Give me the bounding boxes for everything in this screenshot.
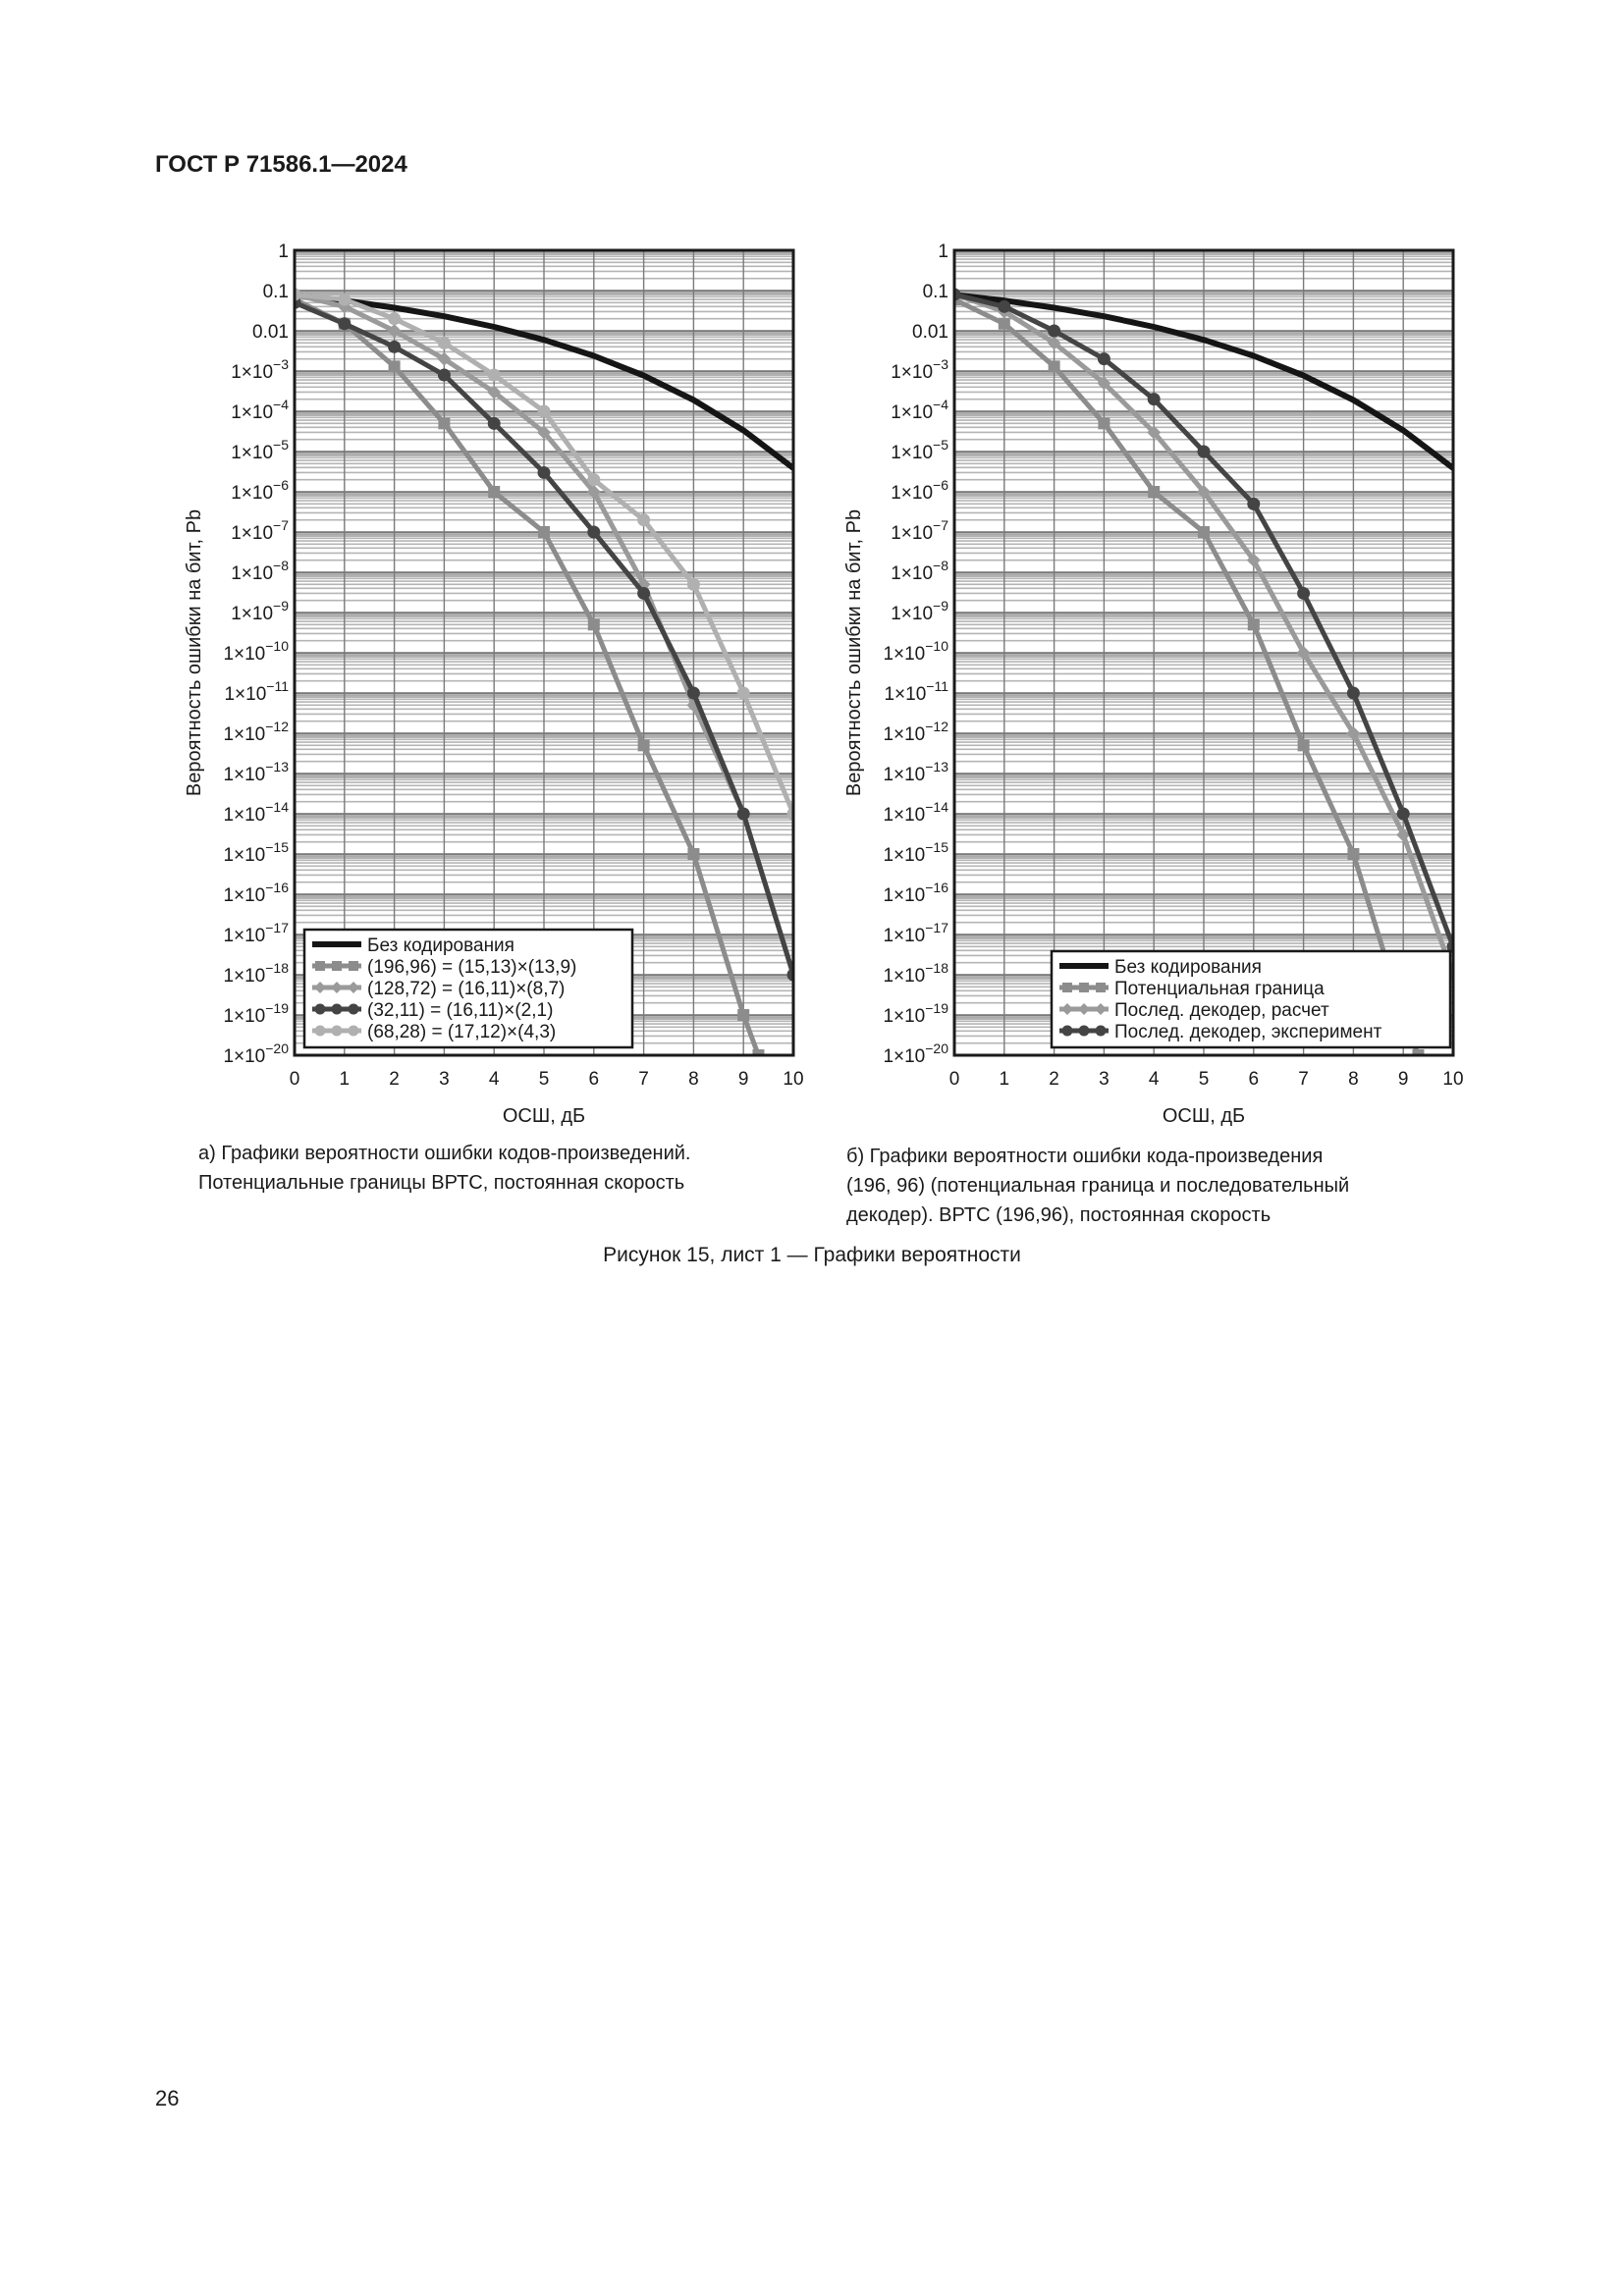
data-point-circle <box>587 473 600 486</box>
y-tick-base: 0.01 <box>252 322 289 343</box>
y-tick-base: 1×10 <box>231 563 274 584</box>
legend-swatch-square <box>332 961 342 971</box>
y-tick-label <box>891 397 948 423</box>
data-point-circle <box>488 368 501 381</box>
y-tick-base: 1 <box>278 241 289 262</box>
y-tick-label <box>883 719 948 745</box>
y-tick-label <box>223 839 289 866</box>
y-tick-exponent: −14 <box>265 799 289 815</box>
y-tick-exponent: −4 <box>273 397 289 412</box>
y-tick-label <box>891 598 948 624</box>
y-tick-exponent: −12 <box>925 719 948 734</box>
y-tick-base: 0.1 <box>922 282 948 302</box>
data-point-circle <box>587 526 600 539</box>
y-tick-base: 1×10 <box>883 885 926 906</box>
data-point-circle <box>637 513 650 526</box>
y-tick-exponent: −15 <box>925 839 948 855</box>
y-tick-label <box>223 719 289 745</box>
chart-a <box>177 236 864 1139</box>
legend-label: Без кодирования <box>367 935 514 956</box>
y-tick-label <box>883 799 948 826</box>
caption-b-line: декодер). ВРТС (196,96), постоянная скорость <box>846 1204 1272 1226</box>
y-tick-label <box>223 638 289 665</box>
data-point-circle <box>637 587 650 600</box>
caption-a <box>198 1139 690 1198</box>
legend-swatch-square <box>1096 983 1106 992</box>
x-tick-label: 1 <box>999 1069 1010 1090</box>
y-tick-base: 1×10 <box>231 604 274 624</box>
y-tick-label <box>231 437 289 463</box>
x-tick-label: 2 <box>1049 1069 1059 1090</box>
y-tick-base: 1×10 <box>883 845 926 866</box>
legend-label: (32,11) = (16,11)×(2,1) <box>367 1000 554 1021</box>
data-point-circle <box>1397 808 1410 821</box>
data-point-circle <box>338 317 351 330</box>
x-tick-label: 5 <box>538 1069 550 1090</box>
y-tick-base: 1×10 <box>223 724 266 745</box>
data-point-circle <box>438 337 451 349</box>
y-tick-base: 1×10 <box>223 966 266 987</box>
data-point-circle <box>687 578 700 591</box>
y-tick-base: 1 <box>938 241 948 262</box>
y-tick-base: 1×10 <box>231 362 274 383</box>
y-tick-label <box>883 960 948 987</box>
y-tick-label <box>891 437 948 463</box>
legend-swatch-circle <box>349 1026 359 1037</box>
y-tick-label <box>223 960 289 987</box>
data-point-square <box>737 1009 749 1021</box>
y-tick-exponent: −17 <box>925 920 948 935</box>
y-tick-base: 1×10 <box>891 402 934 423</box>
data-point-square <box>389 360 401 372</box>
y-tick-base: 1×10 <box>231 483 274 504</box>
y-tick-label <box>231 598 289 624</box>
y-tick-label <box>883 1041 948 1067</box>
y-tick-exponent: −20 <box>925 1041 948 1056</box>
y-tick-label <box>223 759 289 785</box>
y-tick-exponent: −9 <box>933 598 948 614</box>
y-tick-label <box>263 282 289 302</box>
y-tick-base: 1×10 <box>231 523 274 544</box>
y-tick-base: 1×10 <box>883 805 926 826</box>
y-tick-label <box>891 356 948 383</box>
y-tick-exponent: −7 <box>933 517 948 533</box>
y-tick-exponent: −11 <box>266 678 289 694</box>
x-axis-label: ОСШ, дБ <box>502 1105 586 1127</box>
y-axis <box>883 241 948 1067</box>
x-axis <box>290 1069 804 1090</box>
y-tick-exponent: −8 <box>933 558 948 573</box>
y-tick-base: 0.01 <box>912 322 948 343</box>
data-point-circle <box>388 341 401 353</box>
data-point-circle <box>998 300 1010 313</box>
y-tick-base: 1×10 <box>231 402 274 423</box>
y-tick-label <box>231 477 289 504</box>
data-point-circle <box>438 368 451 381</box>
data-point-circle <box>1098 352 1110 365</box>
y-axis <box>223 241 289 1067</box>
x-tick-label: 6 <box>1248 1069 1260 1090</box>
y-tick-exponent: −3 <box>273 356 289 372</box>
y-tick-exponent: −19 <box>925 1000 948 1016</box>
data-point-square <box>1049 360 1060 372</box>
y-tick-base: 1×10 <box>231 443 274 463</box>
y-tick-label <box>278 241 289 262</box>
x-tick-label: 7 <box>638 1069 649 1090</box>
y-tick-base: 1×10 <box>223 644 266 665</box>
x-tick-label: 7 <box>1298 1069 1309 1090</box>
data-point-circle <box>1198 446 1211 458</box>
y-tick-exponent: −16 <box>925 880 948 895</box>
x-tick-label: 0 <box>948 1069 960 1090</box>
y-tick-exponent: −14 <box>925 799 948 815</box>
y-tick-label <box>223 799 289 826</box>
y-tick-label <box>883 839 948 866</box>
y-tick-base: 1×10 <box>223 885 266 906</box>
legend-swatch-circle <box>1062 1026 1073 1037</box>
y-tick-base: 1×10 <box>223 1046 266 1067</box>
legend-label: (196,96) = (15,13)×(13,9) <box>367 957 577 978</box>
y-tick-base: 1×10 <box>883 765 926 785</box>
document-header: ГОСТ Р 71586.1—2024 <box>155 151 407 178</box>
y-tick-label <box>938 241 948 262</box>
legend-swatch-circle <box>315 1026 326 1037</box>
x-tick-label: 5 <box>1198 1069 1210 1090</box>
data-point-circle <box>488 417 501 430</box>
data-point-square <box>638 739 650 751</box>
x-tick-label: 1 <box>339 1069 351 1090</box>
y-axis-label: Вероятность ошибки на бит, Pb <box>843 508 865 797</box>
x-tick-label: 4 <box>1148 1069 1160 1090</box>
x-tick-label: 6 <box>588 1069 600 1090</box>
x-tick-label: 8 <box>1348 1069 1359 1090</box>
legend-label: (68,28) = (17,12)×(4,3) <box>367 1022 557 1042</box>
x-axis-label: ОСШ, дБ <box>1162 1105 1246 1127</box>
legend-label: (128,72) = (16,11)×(8,7) <box>367 979 566 999</box>
x-tick-label: 4 <box>488 1069 500 1090</box>
y-tick-exponent: −13 <box>925 759 948 774</box>
y-tick-exponent: −11 <box>926 678 948 694</box>
data-point-circle <box>1247 498 1260 510</box>
x-axis <box>949 1069 1464 1090</box>
y-tick-base: 1×10 <box>884 684 927 705</box>
legend-swatch-circle <box>1096 1026 1107 1037</box>
caption-b-line: б) Графики вероятности ошибки кода-произведения <box>846 1146 1324 1167</box>
data-point-circle <box>1347 687 1360 700</box>
legend-label: Потенциальная граница <box>1114 979 1325 999</box>
y-tick-label <box>912 322 948 343</box>
legend-swatch-circle <box>1079 1026 1090 1037</box>
y-tick-base: 1×10 <box>223 1006 266 1027</box>
y-tick-label <box>231 397 289 423</box>
figure-title: Рисунок 15, лист 1 — Графики вероятности <box>603 1244 1021 1266</box>
page-number: 26 <box>155 2086 180 2110</box>
data-point-circle <box>737 808 750 821</box>
data-point-circle <box>538 405 551 418</box>
legend-swatch-circle <box>315 1004 326 1015</box>
y-tick-label <box>223 1041 289 1067</box>
y-tick-base: 1×10 <box>883 1006 926 1027</box>
y-tick-exponent: −6 <box>933 477 948 493</box>
y-tick-base: 1×10 <box>883 1046 926 1067</box>
y-tick-exponent: −18 <box>925 960 948 976</box>
y-tick-label <box>891 558 948 584</box>
x-tick-label: 9 <box>737 1069 749 1090</box>
y-tick-base: 1×10 <box>891 563 934 584</box>
legend-swatch-square <box>1062 983 1072 992</box>
y-tick-label <box>923 282 948 302</box>
y-tick-exponent: −13 <box>265 759 289 774</box>
data-point-circle <box>338 294 351 306</box>
y-tick-exponent: −10 <box>925 638 948 654</box>
data-point-circle <box>687 687 700 700</box>
legend-label: Послед. декодер, расчет <box>1114 1000 1329 1021</box>
chart-b <box>837 236 1524 1139</box>
x-tick-label: 2 <box>389 1069 400 1090</box>
data-point-square <box>687 848 699 860</box>
data-point-square <box>588 618 600 630</box>
legend-swatch-square <box>349 961 358 971</box>
y-tick-label <box>231 558 289 584</box>
data-point-square <box>1248 618 1260 630</box>
x-tick-label: 9 <box>1397 1069 1409 1090</box>
y-tick-label <box>223 1000 289 1027</box>
caption-b-line: (196, 96) (потенциальная граница и последовательный <box>846 1175 1350 1197</box>
y-tick-base: 1×10 <box>883 926 926 946</box>
y-tick-label <box>883 880 948 906</box>
y-tick-base: 1×10 <box>223 845 266 866</box>
y-tick-base: 1×10 <box>883 644 926 665</box>
x-tick-label: 10 <box>1442 1069 1464 1090</box>
y-tick-label <box>884 678 948 705</box>
y-tick-exponent: −19 <box>265 1000 289 1016</box>
y-tick-base: 1×10 <box>224 684 267 705</box>
y-tick-exponent: −10 <box>265 638 289 654</box>
legend <box>1052 951 1450 1047</box>
y-tick-exponent: −12 <box>265 719 289 734</box>
y-tick-base: 1×10 <box>223 805 266 826</box>
x-tick-label: 0 <box>289 1069 300 1090</box>
y-tick-label <box>231 517 289 544</box>
y-tick-exponent: −3 <box>933 356 948 372</box>
caption-a-line: Потенциальные границы ВРТС, постоянная скорость <box>198 1172 685 1194</box>
y-tick-label <box>883 638 948 665</box>
y-tick-exponent: −15 <box>265 839 289 855</box>
y-tick-exponent: −17 <box>265 920 289 935</box>
data-point-square <box>1198 526 1210 538</box>
caption-b <box>846 1142 1349 1230</box>
legend <box>304 930 632 1047</box>
y-tick-base: 1×10 <box>891 443 934 463</box>
data-point-square <box>438 417 450 429</box>
data-point-circle <box>1148 393 1161 405</box>
y-axis-label: Вероятность ошибки на бит, Pb <box>184 508 205 797</box>
data-point-circle <box>737 687 750 700</box>
x-tick-label: 10 <box>783 1069 804 1090</box>
y-tick-label <box>891 517 948 544</box>
y-tick-exponent: −18 <box>265 960 289 976</box>
y-tick-base: 0.1 <box>262 282 289 302</box>
y-tick-exponent: −9 <box>273 598 289 614</box>
legend-swatch-circle <box>349 1004 359 1015</box>
x-tick-label: 8 <box>688 1069 699 1090</box>
y-tick-exponent: −5 <box>273 437 289 453</box>
data-point-circle <box>388 312 401 325</box>
y-tick-label <box>891 477 948 504</box>
data-point-circle <box>1297 587 1310 600</box>
y-tick-label <box>883 759 948 785</box>
y-tick-label <box>883 920 948 946</box>
y-tick-label <box>231 356 289 383</box>
data-point-circle <box>1048 325 1060 338</box>
data-point-square <box>1347 848 1359 860</box>
y-tick-base: 1×10 <box>891 483 934 504</box>
x-tick-label: 3 <box>1099 1069 1110 1090</box>
data-point-circle <box>538 466 551 479</box>
y-tick-base: 1×10 <box>891 604 934 624</box>
caption-a-line: а) Графики вероятности ошибки кодов-произведений. <box>198 1143 691 1164</box>
y-tick-exponent: −20 <box>265 1041 289 1056</box>
y-tick-base: 1×10 <box>223 926 266 946</box>
y-tick-base: 1×10 <box>223 765 266 785</box>
y-tick-label <box>883 1000 948 1027</box>
y-tick-base: 1×10 <box>891 362 934 383</box>
y-tick-exponent: −16 <box>265 880 289 895</box>
y-tick-base: 1×10 <box>883 724 926 745</box>
legend-swatch-square <box>1079 983 1089 992</box>
data-point-square <box>1098 417 1110 429</box>
y-tick-exponent: −6 <box>273 477 289 493</box>
legend-swatch-square <box>315 961 325 971</box>
data-point-square <box>488 486 500 498</box>
y-tick-label <box>223 880 289 906</box>
y-tick-exponent: −4 <box>933 397 948 412</box>
y-tick-base: 1×10 <box>883 966 926 987</box>
y-tick-exponent: −8 <box>273 558 289 573</box>
legend-swatch-circle <box>332 1004 343 1015</box>
data-point-square <box>538 526 550 538</box>
y-tick-label <box>252 322 289 343</box>
x-tick-label: 3 <box>439 1069 450 1090</box>
data-point-square <box>999 318 1010 330</box>
y-tick-exponent: −7 <box>273 517 289 533</box>
y-tick-label <box>224 678 289 705</box>
y-tick-label <box>223 920 289 946</box>
legend-label: Послед. декодер, эксперимент <box>1114 1022 1382 1042</box>
legend-swatch-circle <box>332 1026 343 1037</box>
data-point-square <box>1148 486 1160 498</box>
data-point-square <box>1298 739 1310 751</box>
legend-label: Без кодирования <box>1114 957 1262 978</box>
y-tick-base: 1×10 <box>891 523 934 544</box>
y-tick-exponent: −5 <box>933 437 948 453</box>
